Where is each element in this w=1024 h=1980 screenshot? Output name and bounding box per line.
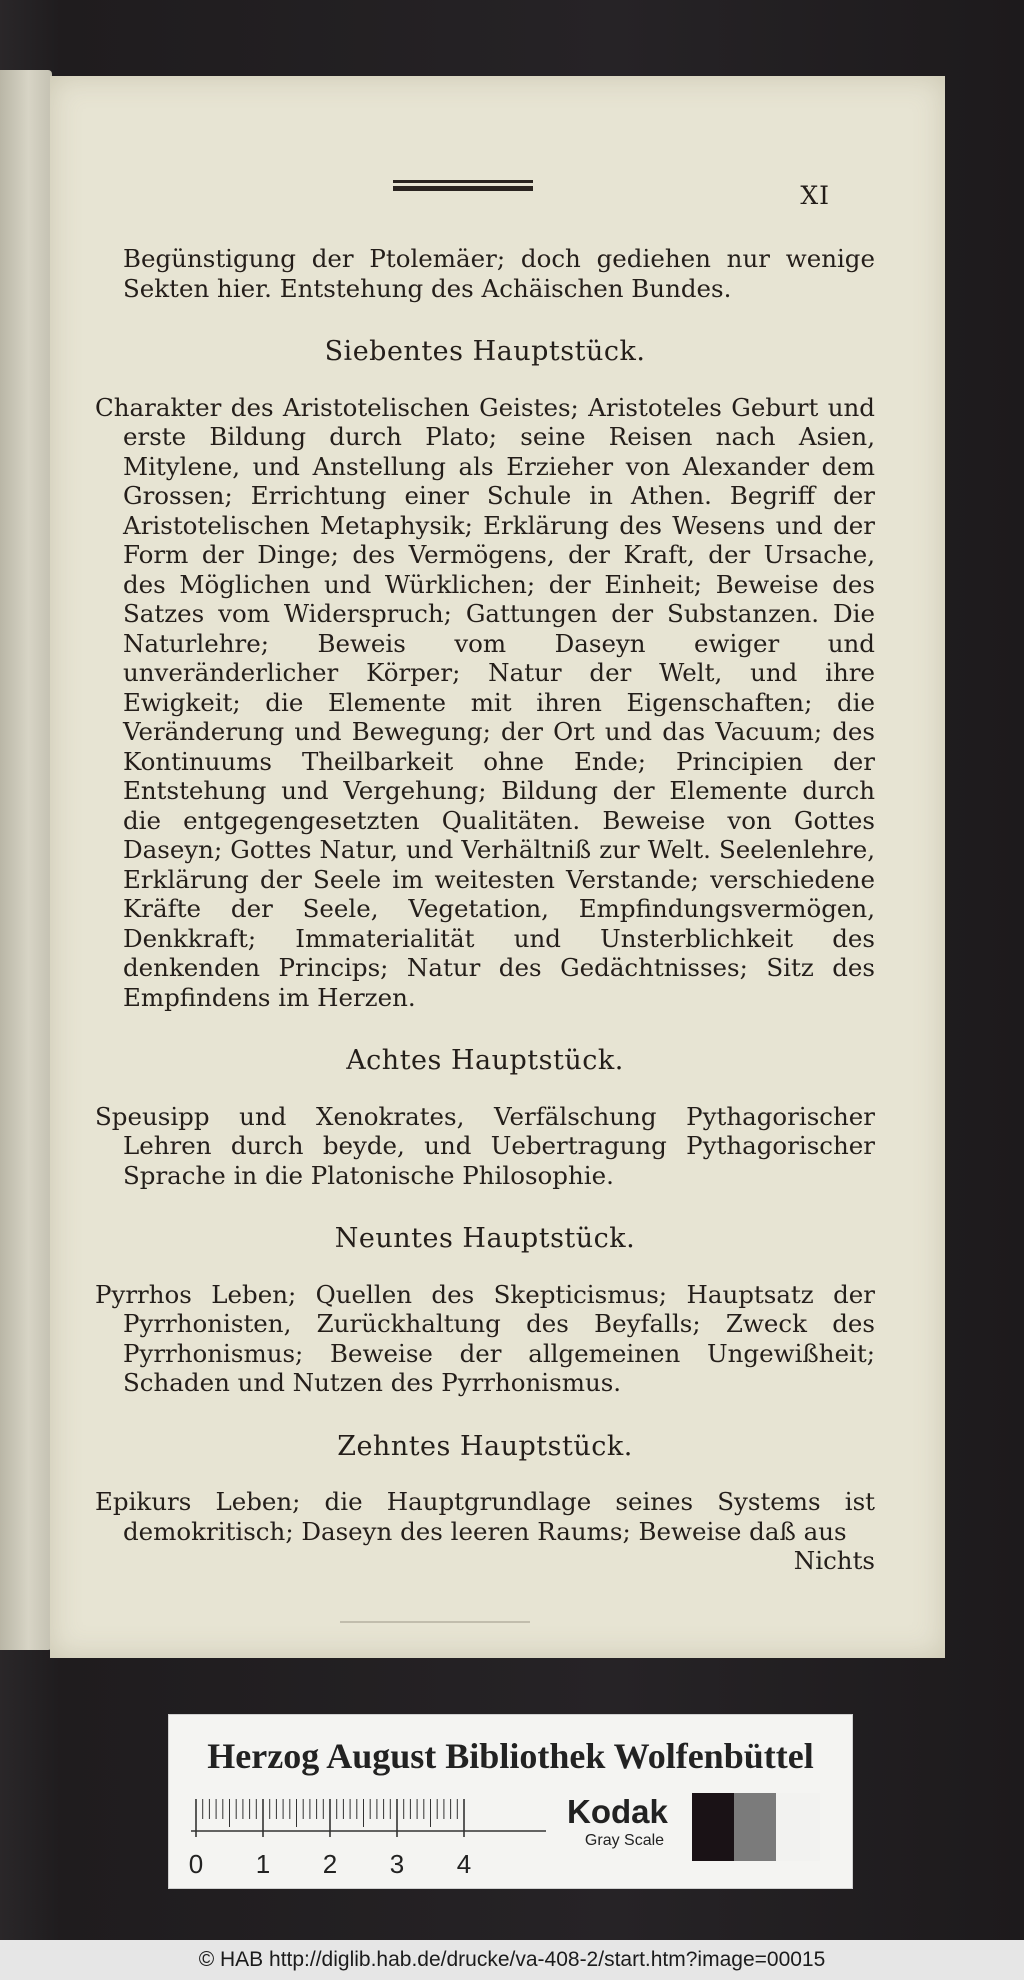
swatch-white — [776, 1793, 820, 1861]
section-text-9: Pyrrhos Leben; Quellen des Skepticismus; Hauptsatz der Pyrrhonisten, Zurückhaltung des Beyfalls; Zweck des Pyrrhonismus; Beweise der allgemeinen Ungewißheit; Schaden und Nutzen des Pyrrhonismus. — [95, 1279, 875, 1397]
gray-scale-swatches — [692, 1793, 832, 1861]
library-color-target — [168, 1714, 853, 1889]
kodak-brand: Kodak — [567, 1793, 668, 1830]
ruler-number: 0 — [188, 1849, 204, 1879]
page-text — [95, 244, 875, 1576]
kodak-logo — [567, 1793, 682, 1851]
swatch-black — [692, 1793, 734, 1861]
ruler-number: 3 — [389, 1849, 405, 1879]
facing-page-edge — [0, 70, 52, 1650]
section-text-10: Epikurs Leben; die Hauptgrundlage seines Systems ist demokritisch; Daseyn des leeren Raums; Beweise daß aus — [95, 1487, 875, 1546]
section-text-8: Speusipp und Xenokrates, Verfälschung Pythagorischer Lehren durch beyde, und Uebertragung Pythagorischer Sprache in die Platonische Philosophie. — [95, 1101, 875, 1190]
ruler-number: 2 — [322, 1849, 338, 1879]
opening-paragraph: Begünstigung der Ptolemäer; doch gediehen nur wenige Sekten hier. Entstehung des Achäischen Bundes. — [123, 244, 875, 303]
section-heading-8: Achtes Hauptstück. — [346, 1045, 624, 1076]
swatch-gray — [734, 1793, 776, 1861]
section-heading-7: Siebentes Hauptstück. — [324, 336, 646, 367]
ruler-number: 1 — [255, 1849, 271, 1879]
page-number: XI — [800, 181, 830, 210]
faint-rule — [340, 1621, 530, 1623]
catchword: Nichts — [793, 1546, 875, 1575]
copyright-footer: © HAB http://diglib.hab.de/drucke/va-408-2/start.htm?image=00015 — [0, 1940, 1024, 1980]
section-heading-10: Zehntes Hauptstück. — [337, 1430, 633, 1462]
ruler-number: 4 — [456, 1849, 472, 1879]
header-rule — [393, 180, 533, 191]
book-page — [50, 76, 945, 1658]
gray-scale-label: Gray Scale — [584, 1832, 665, 1849]
section-text-7: Charakter des Aristotelischen Geistes; Aristoteles Geburt und erste Bildung durch Plato; seine Reisen nach Asien, Mitylene, und Anstellung als Erzieher von Alexander dem Grossen; Errichtung einer Schule in Athen. Begriff der Aristotelischen Metaphysik; Erklärung des Wesens und der Form der Dinge; des Vermögens, der Kraft, der Ursache, des Möglichen und Würklichen; der Einheit; Beweise des Satzes vom Widerspruch; Gattungen der Substanzen. Die Naturlehre; Beweis vom Daseyn ewiger und unveränderlicher Körper; Natur der Welt, und ihre Ewigkeit; die Elemente mit ihren Eigenschaften; die Veränderung und Bewegung; der Ort und das Vacuum; des Kontinuums Theilbarkeit ohne Ende; Principien der Entstehung und Vergehung; Bildung der Elemente durch die entgegengesetzten Qualitäten. Beweise von Gottes Daseyn; Gottes Natur, und Verhältniß zur Welt. Seelenlehre, Erklärung der Seele im weitesten Verstande; verschiedene Kräfte der Seele, Vegetation, Empfindungsvermögen, Denkkraft; Immaterialität und Unsterblichkeit des denkenden Princips; Natur des Gedächtnisses; Sitz des Empfindens im Herzen. — [95, 392, 875, 1012]
section-heading-9: Neuntes Hauptstück. — [334, 1223, 636, 1254]
scale-ruler — [188, 1791, 561, 1883]
institution-name: Herzog August Bibliothek Wolfenbüttel — [207, 1736, 814, 1776]
